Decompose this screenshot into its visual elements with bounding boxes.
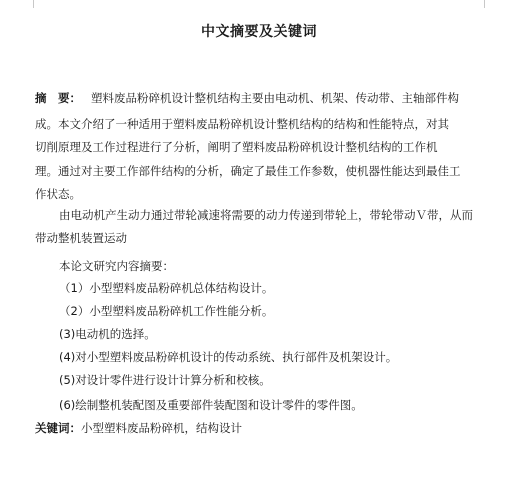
keywords-label: 关键词：: [35, 421, 81, 435]
crop-mark-left: [25, 0, 34, 8]
crop-mark-right: [484, 0, 493, 8]
content-item: （1）小型塑料废品粉碎机总体结构设计。: [59, 281, 274, 295]
content-heading: 本论文研究内容摘要：: [59, 259, 174, 273]
abstract-line: 成。本文介绍了一种适用于塑料废品粉碎机设计整机结构的结构和性能特点，对其: [35, 117, 449, 131]
keywords-line: [35, 418, 242, 438]
content-item: (5)对设计零件进行设计计算分析和校核。: [59, 373, 271, 387]
keywords-text: 小型塑料废品粉碎机，结构设计: [81, 421, 242, 435]
content-item: (6)绘制整机装配图及重要部件装配图和设计零件的零件图。: [59, 398, 363, 412]
abstract-line: 作状态。: [35, 187, 81, 201]
content-item: （2）小型塑料废品粉碎机工作性能分析。: [59, 304, 274, 318]
abstract-para2-line: 带动整机装置运动: [35, 231, 127, 245]
abstract-para2-line: 由电动机产生动力通过带轮减速将需要的动力传递到带轮上，带轮带动Ｖ带，从而: [59, 208, 473, 222]
abstract-line: 理。通过对主要工作部件结构的分析，确定了最佳工作参数，使机器性能达到最佳工: [35, 164, 461, 178]
abstract-line: 塑料废品粉碎机设计整机结构主要由电动机、机架、传动带、主轴部件构: [91, 91, 459, 105]
page-title: 中文摘要及关键词: [201, 24, 317, 40]
abstract-line: 切削原理及工作过程进行了分析，阐明了塑料废品粉碎机设计整机结构的工作机: [35, 140, 438, 154]
content-item: (3)电动机的选择。: [59, 327, 156, 341]
abstract-label: 摘 要：: [35, 91, 81, 105]
abstract-first-line: [35, 88, 459, 108]
content-item: (4)对小型塑料废品粉碎机设计的传动系统、执行部件及机架设计。: [59, 350, 398, 364]
